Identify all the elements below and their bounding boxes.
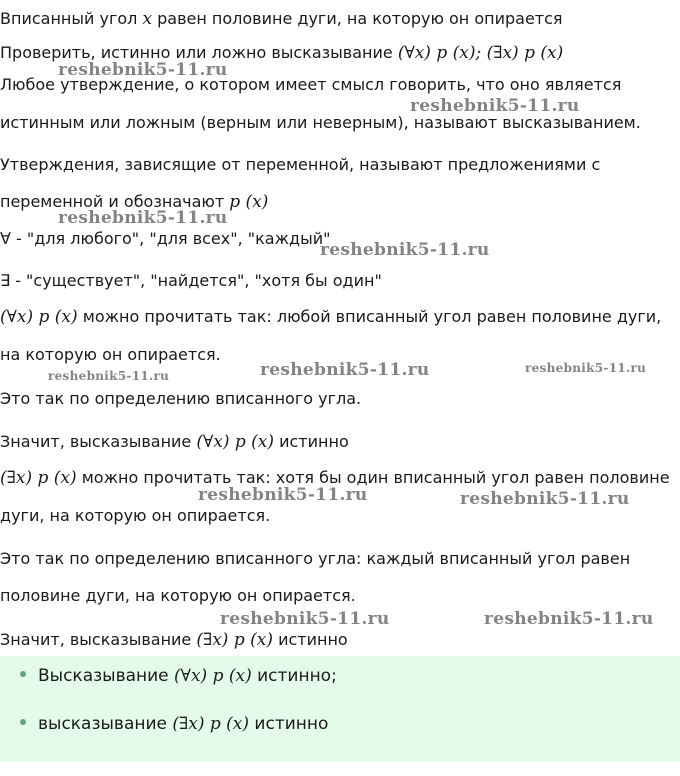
text-line: (∀x) p (x) можно прочитать так: любой вписанный угол равен половине дуги, [0, 307, 662, 327]
watermark: reshebnik5-11.ru [220, 609, 390, 629]
text-line: на которую он опирается. [0, 345, 221, 364]
text-line: истинным или ложным (верным или неверным), называют высказыванием. [0, 113, 641, 132]
watermark: reshebnik5-11.ru [460, 489, 630, 509]
watermark: reshebnik5-11.ru [260, 360, 430, 380]
list-item: Высказывание (∀x) p (x) истинно; [20, 666, 337, 686]
watermark: reshebnik5-11.ru [410, 96, 580, 116]
watermark: reshebnik5-11.ru [320, 240, 490, 260]
text-line: Это так по определению вписанного угла. [0, 389, 362, 408]
bullet-icon [20, 671, 26, 677]
text-line: Вписанный угол x равен половине дуги, на которую он опирается [0, 9, 563, 29]
watermark: reshebnik5-11.ru [525, 361, 647, 375]
text-line: Любое утверждение, о котором имеет смысл говорить, что оно является [0, 75, 622, 94]
bullet-icon [20, 719, 26, 725]
text-line: половине дуги, на которую он опирается. [0, 586, 356, 605]
text-line: ∃ - "существует", "найдется", "хотя бы один" [0, 271, 382, 290]
answer-box [0, 656, 680, 762]
watermark: reshebnik5-11.ru [48, 369, 170, 383]
list-item: высказывание (∃x) p (x) истинно [20, 714, 328, 734]
text-line: ∀ - "для любого", "для всех", "каждый" [0, 229, 331, 248]
watermark: reshebnik5-11.ru [198, 485, 368, 505]
watermark: reshebnik5-11.ru [58, 208, 228, 228]
watermark: reshebnik5-11.ru [484, 609, 654, 629]
text-line: Значит, высказывание (∀x) p (x) истинно [0, 432, 349, 452]
watermark: reshebnik5-11.ru [58, 60, 228, 80]
text-line: (∃x) p (x) можно прочитать так: хотя бы один вписанный угол равен половине [0, 468, 670, 488]
text-line: Значит, высказывание (∃x) p (x) истинно [0, 630, 348, 650]
text-line: переменной и обозначают p (x) [0, 192, 269, 212]
text-line: дуги, на которую он опирается. [0, 506, 271, 525]
text-line: Это так по определению вписанного угла: каждый вписанный угол равен [0, 549, 631, 568]
text-line: Утверждения, зависящие от переменной, называют предложениями с [0, 155, 601, 174]
text-line: Проверить, истинно или ложно высказывание (∀x) p (x); (∃x) p (x) [0, 43, 564, 63]
